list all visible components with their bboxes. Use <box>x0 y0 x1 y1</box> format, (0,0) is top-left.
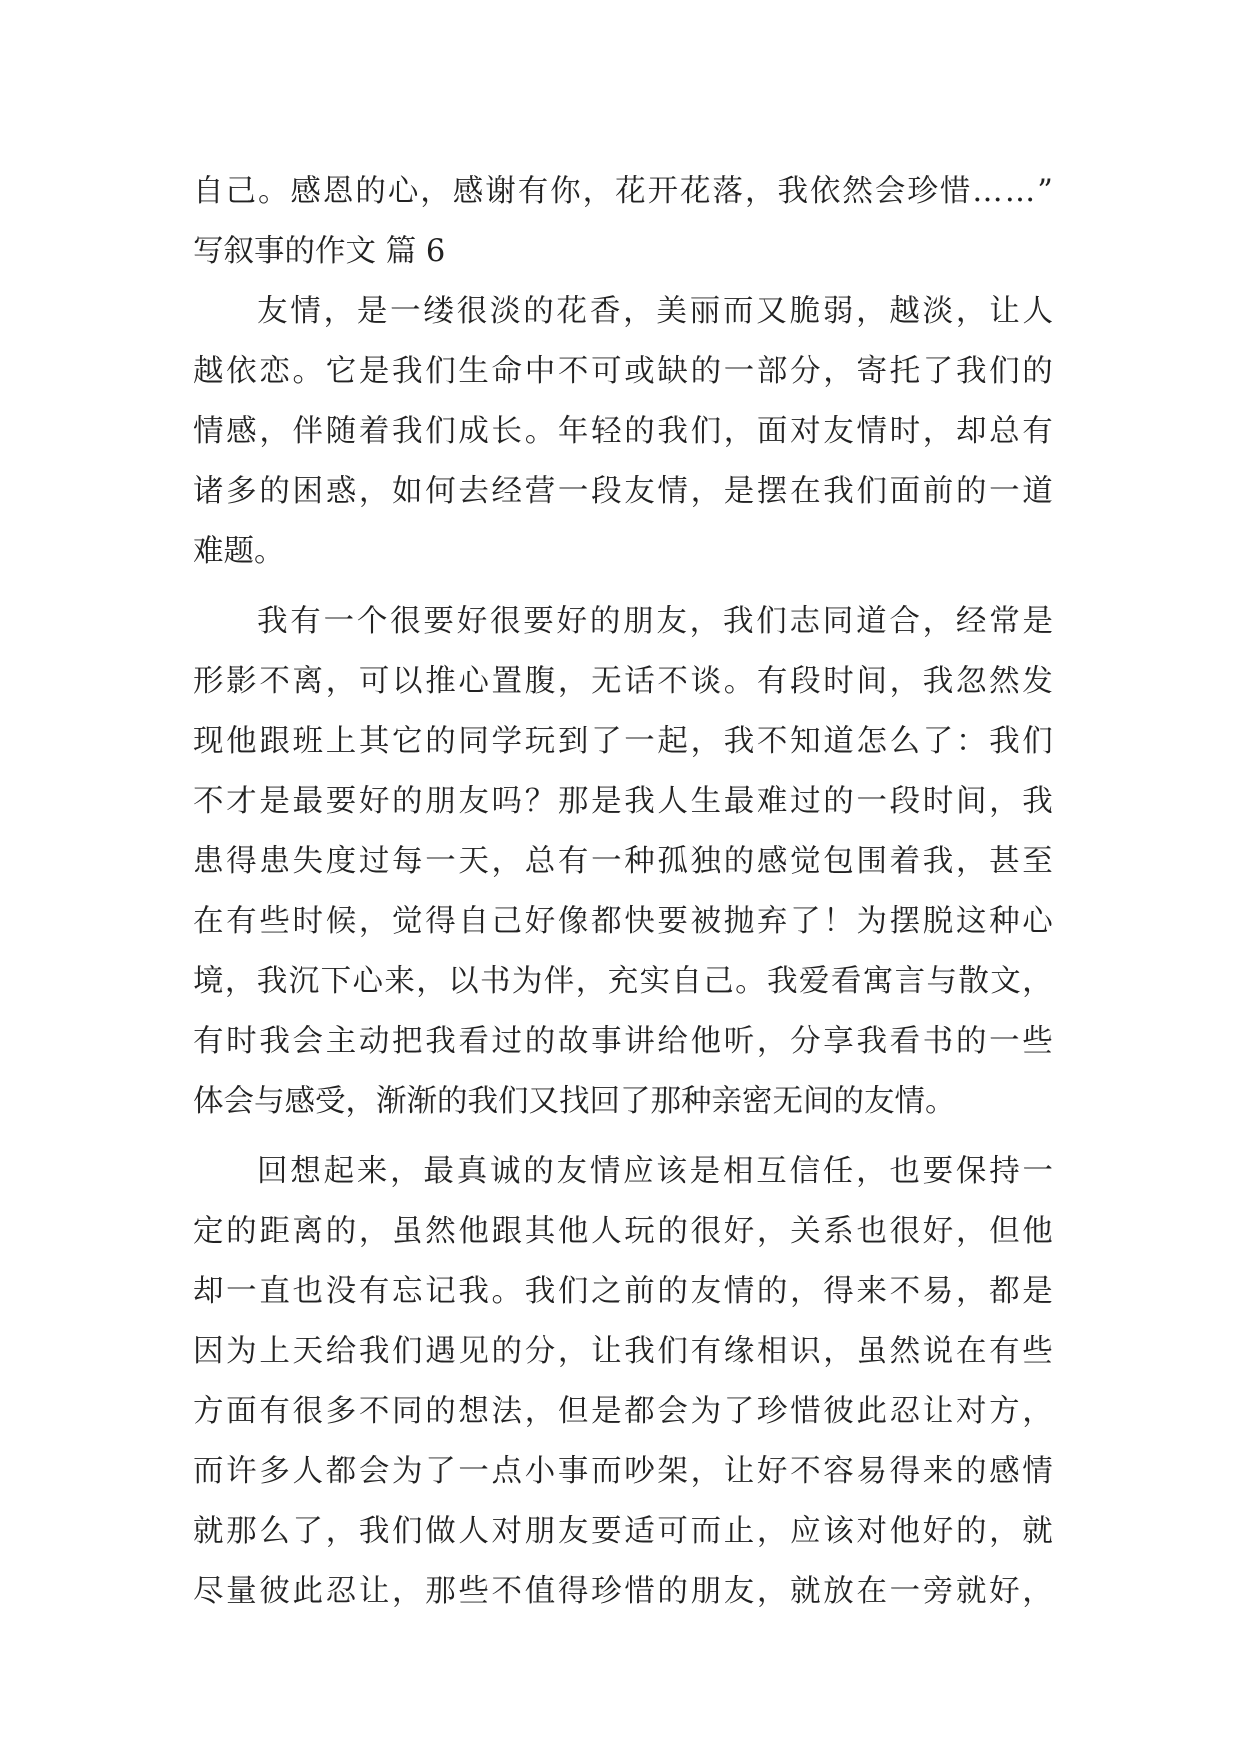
document-body <box>193 162 1053 1622</box>
paragraph-line: 难题。 <box>193 534 285 569</box>
paragraph <box>193 282 1053 582</box>
paragraph-line: 我 有 一 个 很 要 好 很 要 好 的 朋 友 ， 我 们 志 同 道 合 ， 经 常 是 <box>257 604 1053 639</box>
paragraph-line: 尽 量 彼 此 忍 让 ， 那 些 不 值 得 珍 惜 的 朋 友 ， 就 放 在 一 旁 就 好 ， <box>193 1574 1053 1609</box>
paragraph-line: 因 为 上 天 给 我 们 遇 见 的 分 ， 让 我 们 有 缘 相 识 ， 虽 然 说 在 有 些 <box>193 1334 1053 1369</box>
paragraph-line: 定 的 距 离 的 ， 虽 然 他 跟 其 他 人 玩 的 很 好 ， 关 系 也 很 好 ， 但 他 <box>193 1214 1053 1249</box>
paragraph-line: 越 依 恋 。 它 是 我 们 生 命 中 不 可 或 缺 的 一 部 分 ， 寄 托 了 我 们 的 <box>193 354 1053 389</box>
paragraph-line: 形 影 不 离 ， 可 以 推 心 置 腹 ， 无 话 不 谈 。 有 段 时 间 ， 我 忽 然 发 <box>193 664 1053 699</box>
paragraph <box>193 592 1053 1132</box>
text-line: 自 己 。 感 恩 的 心 ， 感 谢 有 你 ， 花 开 花 落 ， 我 依 然 会 珍 惜 … … ” <box>193 174 1053 209</box>
paragraph-line: 却 一 直 也 没 有 忘 记 我 。 我 们 之 前 的 友 情 的 ， 得 来 不 易 ， 都 是 <box>193 1274 1053 1309</box>
section-heading: 写叙事的作文 篇 6 <box>193 234 446 269</box>
paragraph-line: 有 时 我 会 主 动 把 我 看 过 的 故 事 讲 给 他 听 ， 分 享 我 看 书 的 一 些 <box>193 1024 1053 1059</box>
paragraph-line: 回 想 起 来 ， 最 真 诚 的 友 情 应 该 是 相 互 信 任 ， 也 要 保 持 一 <box>257 1154 1053 1189</box>
paragraph-line: 友 情 ， 是 一 缕 很 淡 的 花 香 ， 美 丽 而 又 脆 弱 ， 越 淡 ， 让 人 <box>257 294 1053 329</box>
paragraph-line: 而 许 多 人 都 会 为 了 一 点 小 事 而 吵 架 ， 让 好 不 容 易 得 来 的 感 情 <box>193 1454 1053 1489</box>
paragraph-line: 不 才 是 最 要 好 的 朋 友 吗 ？ 那 是 我 人 生 最 难 过 的 一 段 时 间 ， 我 <box>193 784 1053 819</box>
paragraph-line: 情 感 ， 伴 随 着 我 们 成 长 。 年 轻 的 我 们 ， 面 对 友 情 时 ， 却 总 有 <box>193 414 1053 449</box>
paragraph-line: 就 那 么 了 ， 我 们 做 人 对 朋 友 要 适 可 而 止 ， 应 该 对 他 好 的 ， 就 <box>193 1514 1053 1549</box>
paragraph-line: 诸 多 的 困 惑 ， 如 何 去 经 营 一 段 友 情 ， 是 摆 在 我 们 面 前 的 一 道 <box>193 474 1053 509</box>
paragraph-line: 境 ， 我 沉 下 心 来 ， 以 书 为 伴 ， 充 实 自 己 。 我 爱 看 寓 言 与 散 文 ， <box>193 964 1053 999</box>
paragraph-line: 体会与感受，渐渐的我们又找回了那种亲密无间的友情。 <box>193 1084 956 1119</box>
paragraph-line: 现 他 跟 班 上 其 它 的 同 学 玩 到 了 一 起 ， 我 不 知 道 怎 么 了 ： 我 们 <box>193 724 1053 759</box>
paragraph-line: 方 面 有 很 多 不 同 的 想 法 ， 但 是 都 会 为 了 珍 惜 彼 此 忍 让 对 方 ， <box>193 1394 1053 1429</box>
paragraph-line: 患 得 患 失 度 过 每 一 天 ， 总 有 一 种 孤 独 的 感 觉 包 围 着 我 ， 甚 至 <box>193 844 1053 879</box>
paragraph <box>193 1142 1053 1622</box>
paragraph-line: 在 有 些 时 候 ， 觉 得 自 己 好 像 都 快 要 被 抛 弃 了 ！ 为 摆 脱 这 种 心 <box>193 904 1053 939</box>
